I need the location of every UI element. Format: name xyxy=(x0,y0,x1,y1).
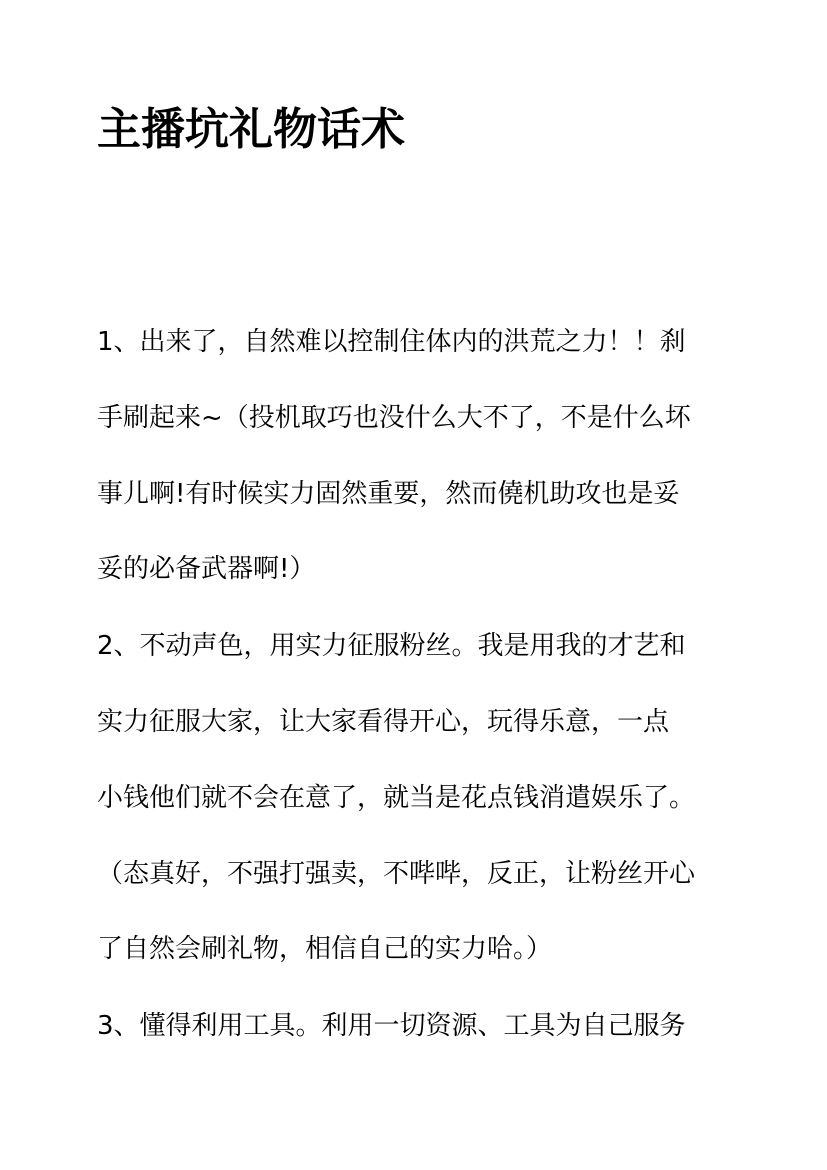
document-title: 主播坑礼物话术 xyxy=(97,104,405,155)
body-line-1: 1、出来了，自然难以控制住体内的洪荒之力！！刹 xyxy=(97,327,686,357)
body-line-6: 实力征服大家，让大家看得开心，玩得乐意，一点 xyxy=(97,707,670,737)
body-line-3: 事儿啊!有时候实力固然重要，然而僥机助攻也是妥 xyxy=(97,479,680,509)
body-line-7: 小钱他们就不会在意了，就当是花点钱消遣娱乐了。 xyxy=(97,783,696,813)
body-line-9: 了自然会刷礼物，相信自己的实力哈。） xyxy=(97,934,553,964)
body-line-5: 2、不动声色，用实力征服粉丝。我是用我的才艺和 xyxy=(97,631,686,661)
body-line-4: 妥的必备武器啊!） xyxy=(97,554,316,584)
body-line-2: 手刷起来~（投机取巧也没什么大不了，不是什么坏 xyxy=(97,403,691,433)
body-line-8: （态真好，不强打强卖，不哔哔，反正，让粉丝开心 xyxy=(97,859,696,889)
body-line-10: 3、懂得利用工具。利用一切资源、工具为自己服务 xyxy=(97,1011,686,1041)
